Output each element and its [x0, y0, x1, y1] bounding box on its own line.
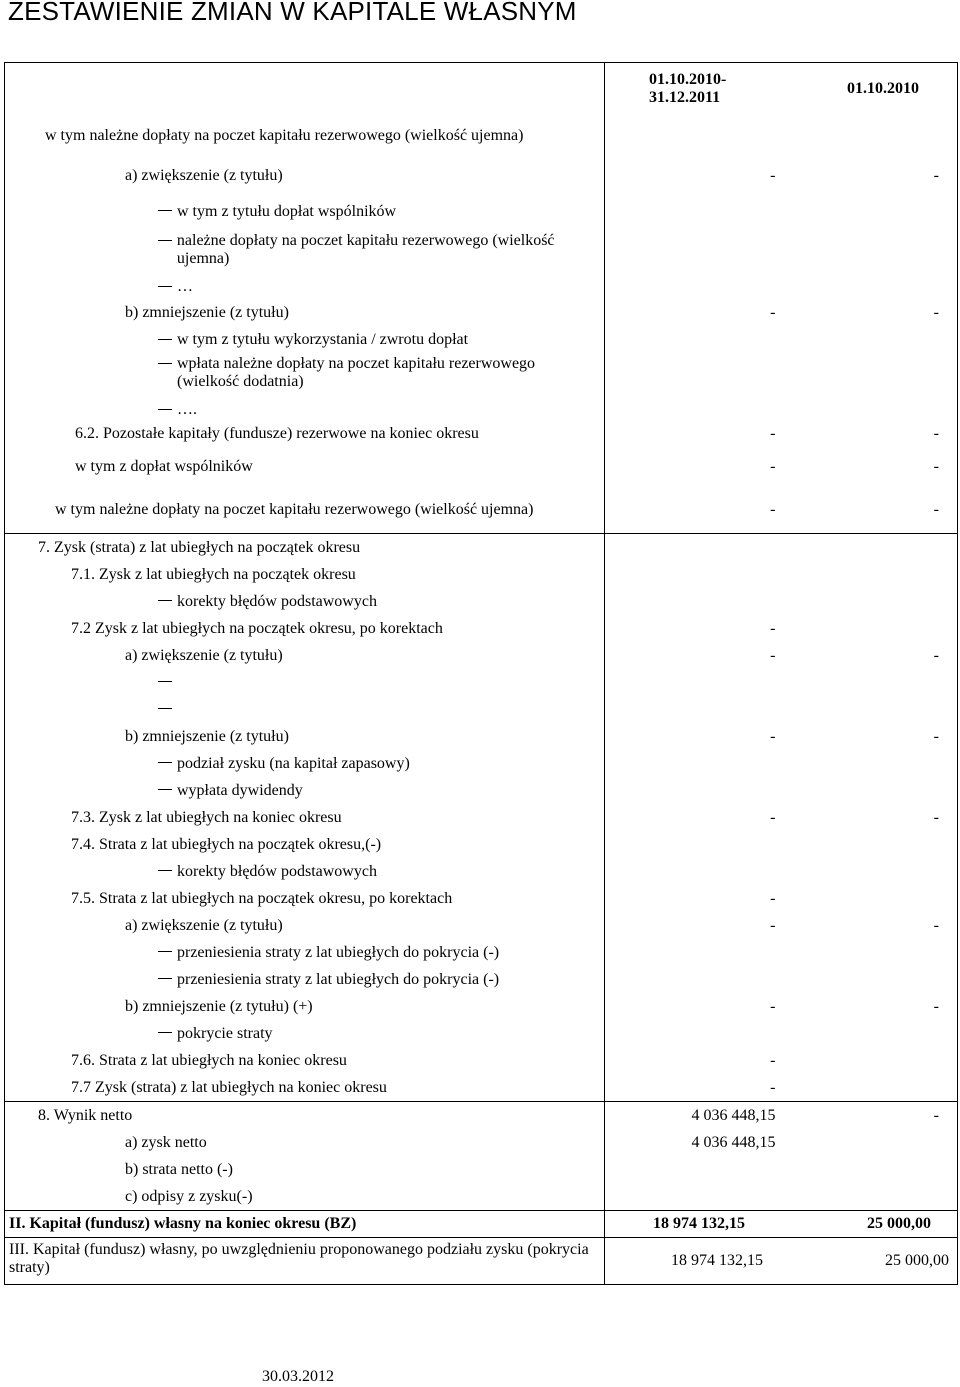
table-row [5, 353, 958, 399]
row-label: b) zmniejszenie (z tytułu) [125, 303, 289, 321]
row-label: III. Kapitał (fundusz) własny, po uwzględnieniu proponowanego podziału zysku (pokrycia straty) [9, 1241, 589, 1276]
row-label: 7.6. Strata z lat ubiegłych na koniec okresu [71, 1051, 347, 1069]
table-row [5, 487, 958, 534]
value-start: - [933, 1106, 939, 1124]
table-row [5, 276, 958, 298]
table-row [5, 939, 958, 966]
value-start: - [933, 303, 939, 321]
table-row [5, 1183, 958, 1211]
row-label: przeniesienia straty z lat ubiegłych do pokrycia (-) [177, 943, 500, 961]
row-label: 7.4. Strata z lat ubiegłych na początek okresu,(-) [71, 835, 382, 853]
row-label: …. [177, 401, 197, 418]
value-start: - [933, 646, 939, 664]
row-label: c) odpisy z zysku(-) [125, 1187, 253, 1205]
table-row-total [5, 1238, 958, 1285]
value-period: 4 036 448,15 [691, 1133, 776, 1151]
equity-changes-table [4, 62, 958, 1285]
value-start: - [933, 458, 939, 475]
value-start: - [933, 166, 939, 184]
table-row [5, 230, 958, 276]
value-period: - [770, 458, 776, 475]
value-period: 4 036 448,15 [691, 1106, 776, 1124]
row-label: przeniesienia straty z lat ubiegłych do pokrycia (-) [177, 970, 500, 988]
value-start: - [933, 425, 939, 442]
row-label: a) zysk netto [125, 1133, 207, 1151]
row-label: a) zwiększenie (z tytułu) [125, 646, 283, 664]
table-row [5, 615, 958, 642]
table-row [5, 447, 958, 487]
value-period: - [770, 1051, 776, 1069]
row-label: a) zwiększenie (z tytułu) [125, 916, 283, 934]
value-start: - [933, 916, 939, 934]
value-start: 25 000,00 [885, 1252, 949, 1269]
dash-marker [158, 681, 172, 682]
table-row [5, 1129, 958, 1156]
dash-marker [158, 951, 172, 952]
row-label: wypłata dywidendy [177, 781, 303, 799]
table-row [5, 298, 958, 327]
table-row [5, 1074, 958, 1102]
value-period: - [770, 166, 776, 184]
row-label: w tym z dopłat wspólników [75, 458, 253, 475]
table-row [5, 669, 958, 696]
dash-marker [158, 1032, 172, 1033]
table-row [5, 327, 958, 353]
value-period: - [770, 501, 776, 518]
date-header: 01.10.2010 [847, 79, 919, 97]
table-row [5, 750, 958, 777]
value-period: - [770, 619, 776, 637]
dash-marker [158, 409, 172, 410]
table-header-row [5, 63, 958, 115]
dash-marker [158, 339, 172, 340]
row-label: b) zmniejszenie (z tytułu) (+) [125, 997, 313, 1015]
row-label: a) zwiększenie (z tytułu) [125, 166, 283, 184]
row-label: … [177, 278, 193, 295]
row-label: pokrycie straty [177, 1024, 273, 1042]
dash-marker [158, 240, 172, 241]
dash-marker [158, 978, 172, 979]
row-label: 7.7 Zysk (strata) z lat ubiegłych na koniec okresu [71, 1078, 387, 1096]
table-row [5, 831, 958, 858]
table-row [5, 114, 958, 158]
value-period: - [770, 646, 776, 664]
value-period: - [770, 889, 776, 907]
value-start: - [933, 808, 939, 826]
row-label: w tym z tytułu wykorzystania / zwrotu dopłat [177, 331, 469, 348]
table-row [5, 1020, 958, 1047]
table-row [5, 966, 958, 993]
row-label: w tym z tytułu dopłat wspólników [177, 202, 397, 220]
value-period: - [770, 916, 776, 934]
table-row [5, 399, 958, 421]
dash-marker [158, 363, 172, 364]
footer-date: 30.03.2012 [262, 1368, 334, 1385]
dash-marker [158, 762, 172, 763]
dash-marker [158, 286, 172, 287]
dash-marker [158, 870, 172, 871]
table-row [5, 696, 958, 723]
value-period: - [770, 808, 776, 826]
row-label: 6.2. Pozostałe kapitały (fundusze) rezerwowe na koniec okresu [75, 425, 479, 442]
row-label: 7.1. Zysk z lat ubiegłych na początek okresu [71, 565, 356, 583]
table-row [5, 858, 958, 885]
table-row [5, 1102, 958, 1130]
row-label: w tym należne dopłaty na poczet kapitału rezerwowego (wielkość ujemna) [45, 127, 524, 144]
row-label: b) zmniejszenie (z tytułu) [125, 727, 289, 745]
table-row [5, 885, 958, 912]
dash-marker [158, 708, 172, 709]
table-row [5, 1156, 958, 1183]
row-label: należne dopłaty na poczet kapitału rezerwowego (wielkość ujemna) [176, 232, 555, 267]
value-start: - [933, 997, 939, 1015]
table-row [5, 588, 958, 615]
table-row [5, 804, 958, 831]
row-label: w tym należne dopłaty na poczet kapitału rezerwowego (wielkość ujemna) [55, 501, 534, 518]
value-period: - [770, 727, 776, 745]
table-row [5, 421, 958, 447]
table-row [5, 561, 958, 588]
row-label: 8. Wynik netto [38, 1106, 133, 1124]
row-label: korekty błędów podstawowych [177, 862, 377, 880]
row-label: podział zysku (na kapitał zapasowy) [177, 754, 410, 772]
period-header-line2: 31.12.2011 [649, 88, 721, 106]
table-row [5, 642, 958, 669]
period-header-line1: 01.10.2010- [649, 70, 727, 88]
page-title: ZESTAWIENIE ZMIAN W KAPITALE WŁASNYM [8, 0, 577, 26]
dash-marker [158, 789, 172, 790]
row-label: b) strata netto (-) [125, 1160, 233, 1178]
table-row-total [5, 1211, 958, 1238]
table-row [5, 777, 958, 804]
dash-marker [158, 210, 172, 211]
value-start: - [933, 501, 939, 518]
row-label: II. Kapitał (fundusz) własny na koniec okresu (BZ) [9, 1215, 357, 1232]
row-label: 7.2 Zysk z lat ubiegłych na początek okresu, po korektach [71, 619, 443, 637]
table-row [5, 534, 958, 562]
table-row [5, 723, 958, 750]
table-row [5, 1047, 958, 1074]
table-row [5, 193, 958, 230]
value-start: - [933, 727, 939, 745]
value-period: - [770, 1078, 776, 1096]
value-start: 25 000,00 [867, 1215, 931, 1232]
row-label: 7. Zysk (strata) z lat ubiegłych na początek okresu [38, 538, 361, 556]
value-period: - [770, 303, 776, 321]
value-period: - [770, 425, 776, 442]
dash-marker [158, 600, 172, 601]
value-period: - [770, 997, 776, 1015]
table-row [5, 158, 958, 193]
value-period: 18 974 132,15 [653, 1215, 745, 1232]
table-row [5, 912, 958, 939]
value-period: 18 974 132,15 [671, 1252, 763, 1269]
row-label: wpłata należne dopłaty na poczet kapitału rezerwowego (wielkość dodatnia) [177, 355, 536, 390]
row-label: korekty błędów podstawowych [177, 592, 377, 610]
row-label: 7.5. Strata z lat ubiegłych na początek okresu, po korektach [71, 889, 453, 907]
row-label: 7.3. Zysk z lat ubiegłych na koniec okresu [71, 808, 342, 826]
table-row [5, 993, 958, 1020]
